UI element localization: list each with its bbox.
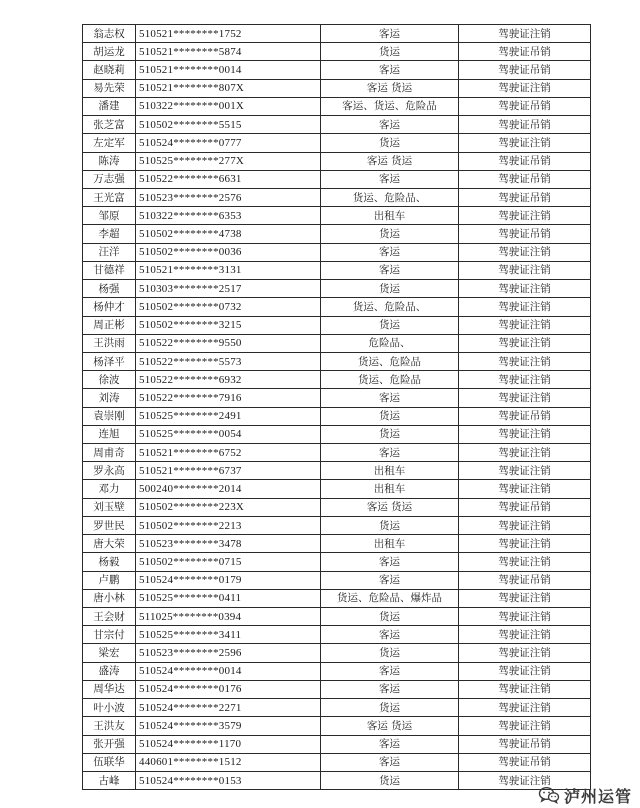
name-cell: 梁宏: [83, 644, 136, 662]
id-number-cell: 510522********6932: [136, 371, 321, 389]
name-cell: 徐波: [83, 371, 136, 389]
table-row: [83, 225, 591, 243]
vehicle-type-cell: 客运、货运、危险品: [321, 97, 459, 115]
name-cell: 左定军: [83, 134, 136, 152]
vehicle-type-cell: 货运: [321, 771, 459, 789]
license-status-cell: 驾驶证注销: [459, 608, 591, 626]
vehicle-type-cell: 客运: [321, 571, 459, 589]
name-cell: 杨强: [83, 280, 136, 298]
table-row: [83, 699, 591, 717]
name-cell: 杨毅: [83, 553, 136, 571]
id-number-cell: 510521********0014: [136, 61, 321, 79]
id-number-cell: 510524********0176: [136, 680, 321, 698]
license-status-cell: 驾驶证注销: [459, 389, 591, 407]
id-number-cell: 510525********2491: [136, 407, 321, 425]
id-number-cell: 510502********0715: [136, 553, 321, 571]
vehicle-type-cell: 出租车: [321, 462, 459, 480]
license-status-cell: 驾驶证吊销: [459, 571, 591, 589]
vehicle-type-cell: 货运: [321, 644, 459, 662]
license-status-cell: 驾驶证注销: [459, 134, 591, 152]
watermark-text: 泸州运管: [563, 786, 632, 806]
license-status-cell: 驾驶证注销: [459, 444, 591, 462]
license-status-cell: 驾驶证吊销: [459, 498, 591, 516]
vehicle-type-cell: 货运: [321, 608, 459, 626]
table-row: [83, 243, 591, 261]
id-number-cell: 510522********6631: [136, 170, 321, 188]
vehicle-type-cell: 客运 货运: [321, 79, 459, 97]
license-status-cell: 驾驶证注销: [459, 644, 591, 662]
name-cell: 王会财: [83, 608, 136, 626]
name-cell: 陈涛: [83, 152, 136, 170]
vehicle-type-cell: 客运: [321, 553, 459, 571]
name-cell: 袁崇刚: [83, 407, 136, 425]
license-status-cell: 驾驶证注销: [459, 243, 591, 261]
vehicle-type-cell: 货运、危险品、: [321, 188, 459, 206]
table-row: [83, 43, 591, 61]
name-cell: 张开强: [83, 735, 136, 753]
vehicle-type-cell: 客运: [321, 116, 459, 134]
driver-records-table-wrap: [82, 24, 590, 790]
driver-records-table: [82, 24, 591, 790]
name-cell: 邹原: [83, 207, 136, 225]
vehicle-type-cell: 客运: [321, 753, 459, 771]
license-status-cell: 驾驶证注销: [459, 371, 591, 389]
license-status-cell: 驾驶证注销: [459, 626, 591, 644]
license-status-cell: 驾驶证注销: [459, 334, 591, 352]
name-cell: 古峰: [83, 771, 136, 789]
table-row: [83, 188, 591, 206]
license-status-cell: 驾驶证注销: [459, 717, 591, 735]
id-number-cell: 510523********3478: [136, 535, 321, 553]
vehicle-type-cell: 出租车: [321, 207, 459, 225]
id-number-cell: 510522********7916: [136, 389, 321, 407]
name-cell: 罗永高: [83, 462, 136, 480]
watermark: [538, 784, 632, 806]
id-number-cell: 510502********3215: [136, 316, 321, 334]
name-cell: 易先荣: [83, 79, 136, 97]
vehicle-type-cell: 客运: [321, 243, 459, 261]
license-status-cell: 驾驶证注销: [459, 207, 591, 225]
name-cell: 盛涛: [83, 662, 136, 680]
license-status-cell: 驾驶证注销: [459, 425, 591, 443]
vehicle-type-cell: 客运 货运: [321, 498, 459, 516]
name-cell: 连旭: [83, 425, 136, 443]
table-row: [83, 134, 591, 152]
vehicle-type-cell: 货运: [321, 225, 459, 243]
id-number-cell: 510525********0054: [136, 425, 321, 443]
table-row: [83, 97, 591, 115]
license-status-cell: 驾驶证吊销: [459, 407, 591, 425]
name-cell: 唐大荣: [83, 535, 136, 553]
license-status-cell: 驾驶证吊销: [459, 61, 591, 79]
name-cell: 杨仲才: [83, 298, 136, 316]
id-number-cell: 510521********5874: [136, 43, 321, 61]
license-status-cell: 驾驶证注销: [459, 261, 591, 279]
name-cell: 刘涛: [83, 389, 136, 407]
table-row: [83, 462, 591, 480]
id-number-cell: 510502********0036: [136, 243, 321, 261]
vehicle-type-cell: 货运: [321, 516, 459, 534]
table-row: [83, 389, 591, 407]
name-cell: 万志强: [83, 170, 136, 188]
license-status-cell: 驾驶证注销: [459, 79, 591, 97]
id-number-cell: 510322********6353: [136, 207, 321, 225]
vehicle-type-cell: 客运: [321, 444, 459, 462]
name-cell: 周华达: [83, 680, 136, 698]
table-row: [83, 753, 591, 771]
table-row: [83, 626, 591, 644]
id-number-cell: 510502********223X: [136, 498, 321, 516]
vehicle-type-cell: 货运、危险品: [321, 371, 459, 389]
id-number-cell: 510522********9550: [136, 334, 321, 352]
table-row: [83, 371, 591, 389]
license-status-cell: 驾驶证注销: [459, 298, 591, 316]
license-status-cell: 驾驶证吊销: [459, 225, 591, 243]
table-row: [83, 407, 591, 425]
table-row: [83, 735, 591, 753]
vehicle-type-cell: 货运、危险品: [321, 352, 459, 370]
table-row: [83, 352, 591, 370]
id-number-cell: 510521********1752: [136, 25, 321, 43]
table-row: [83, 280, 591, 298]
name-cell: 汪洋: [83, 243, 136, 261]
id-number-cell: 510525********0411: [136, 589, 321, 607]
name-cell: 甘宗付: [83, 626, 136, 644]
id-number-cell: 500240********2014: [136, 480, 321, 498]
license-status-cell: 驾驶证注销: [459, 589, 591, 607]
table-row: [83, 261, 591, 279]
id-number-cell: 510522********5573: [136, 352, 321, 370]
table-row: [83, 553, 591, 571]
table-row: [83, 480, 591, 498]
name-cell: 伍联华: [83, 753, 136, 771]
table-row: [83, 608, 591, 626]
table-row: [83, 334, 591, 352]
wechat-icon: [538, 786, 560, 804]
id-number-cell: 510521********3131: [136, 261, 321, 279]
license-status-cell: 驾驶证注销: [459, 662, 591, 680]
id-number-cell: 510521********6737: [136, 462, 321, 480]
id-number-cell: 510502********2213: [136, 516, 321, 534]
id-number-cell: 510502********5515: [136, 116, 321, 134]
vehicle-type-cell: 客运 货运: [321, 717, 459, 735]
vehicle-type-cell: 客运: [321, 680, 459, 698]
vehicle-type-cell: 客运: [321, 261, 459, 279]
id-number-cell: 440601********1512: [136, 753, 321, 771]
id-number-cell: 510502********4738: [136, 225, 321, 243]
name-cell: 刘玉壁: [83, 498, 136, 516]
id-number-cell: 510524********3579: [136, 717, 321, 735]
vehicle-type-cell: 客运: [321, 662, 459, 680]
vehicle-type-cell: 客运: [321, 389, 459, 407]
name-cell: 唐小林: [83, 589, 136, 607]
id-number-cell: 510525********3411: [136, 626, 321, 644]
table-row: [83, 116, 591, 134]
license-status-cell: 驾驶证注销: [459, 680, 591, 698]
license-status-cell: 驾驶证注销: [459, 480, 591, 498]
license-status-cell: 驾驶证注销: [459, 316, 591, 334]
name-cell: 甘德祥: [83, 261, 136, 279]
id-number-cell: 510524********0777: [136, 134, 321, 152]
table-row: [83, 25, 591, 43]
license-status-cell: 驾驶证吊销: [459, 97, 591, 115]
table-row: [83, 61, 591, 79]
name-cell: 王光富: [83, 188, 136, 206]
vehicle-type-cell: 货运: [321, 425, 459, 443]
name-cell: 卢鹏: [83, 571, 136, 589]
id-number-cell: 510523********2596: [136, 644, 321, 662]
vehicle-type-cell: 货运: [321, 316, 459, 334]
table-row: [83, 771, 591, 789]
id-number-cell: 510502********0732: [136, 298, 321, 316]
license-status-cell: 驾驶证吊销: [459, 753, 591, 771]
vehicle-type-cell: 客运: [321, 735, 459, 753]
table-row: [83, 152, 591, 170]
id-number-cell: 510524********0179: [136, 571, 321, 589]
vehicle-type-cell: 客运: [321, 61, 459, 79]
id-number-cell: 510322********001X: [136, 97, 321, 115]
table-row: [83, 444, 591, 462]
license-status-cell: 驾驶证注销: [459, 352, 591, 370]
vehicle-type-cell: 出租车: [321, 480, 459, 498]
table-row: [83, 644, 591, 662]
id-number-cell: 510521********807X: [136, 79, 321, 97]
name-cell: 李超: [83, 225, 136, 243]
id-number-cell: 510521********6752: [136, 444, 321, 462]
table-row: [83, 680, 591, 698]
license-status-cell: 驾驶证吊销: [459, 43, 591, 61]
id-number-cell: 510303********2517: [136, 280, 321, 298]
table-row: [83, 207, 591, 225]
vehicle-type-cell: 客运: [321, 170, 459, 188]
table-row: [83, 316, 591, 334]
id-number-cell: 510524********1170: [136, 735, 321, 753]
name-cell: 胡运龙: [83, 43, 136, 61]
license-status-cell: 驾驶证注销: [459, 771, 591, 789]
license-status-cell: 驾驶证注销: [459, 280, 591, 298]
name-cell: 张芝富: [83, 116, 136, 134]
table-row: [83, 425, 591, 443]
name-cell: 王洪友: [83, 717, 136, 735]
name-cell: 王洪雨: [83, 334, 136, 352]
table-row: [83, 717, 591, 735]
name-cell: 邓力: [83, 480, 136, 498]
table-row: [83, 589, 591, 607]
vehicle-type-cell: 货运、危险品、爆炸品: [321, 589, 459, 607]
license-status-cell: 驾驶证注销: [459, 699, 591, 717]
table-row: [83, 535, 591, 553]
table-row: [83, 79, 591, 97]
table-row: [83, 498, 591, 516]
id-number-cell: 510525********277X: [136, 152, 321, 170]
vehicle-type-cell: 客运: [321, 25, 459, 43]
name-cell: 叶小波: [83, 699, 136, 717]
vehicle-type-cell: 货运: [321, 407, 459, 425]
license-status-cell: 驾驶证吊销: [459, 116, 591, 134]
license-status-cell: 驾驶证注销: [459, 516, 591, 534]
id-number-cell: 510524********2271: [136, 699, 321, 717]
license-status-cell: 驾驶证吊销: [459, 170, 591, 188]
license-status-cell: 驾驶证吊销: [459, 735, 591, 753]
license-status-cell: 驾驶证注销: [459, 462, 591, 480]
vehicle-type-cell: 货运: [321, 134, 459, 152]
id-number-cell: 510524********0014: [136, 662, 321, 680]
driver-records-body: [83, 25, 591, 790]
name-cell: 周甫奇: [83, 444, 136, 462]
vehicle-type-cell: 货运: [321, 43, 459, 61]
vehicle-type-cell: 货运: [321, 280, 459, 298]
name-cell: 翁志权: [83, 25, 136, 43]
license-status-cell: 驾驶证注销: [459, 25, 591, 43]
vehicle-type-cell: 出租车: [321, 535, 459, 553]
name-cell: 潘建: [83, 97, 136, 115]
table-row: [83, 170, 591, 188]
vehicle-type-cell: 危险品、: [321, 334, 459, 352]
name-cell: 赵晓莉: [83, 61, 136, 79]
table-row: [83, 516, 591, 534]
license-status-cell: 驾驶证吊销: [459, 188, 591, 206]
vehicle-type-cell: 货运、危险品、: [321, 298, 459, 316]
vehicle-type-cell: 客运 货运: [321, 152, 459, 170]
license-status-cell: 驾驶证注销: [459, 535, 591, 553]
id-number-cell: 510524********0153: [136, 771, 321, 789]
name-cell: 罗世民: [83, 516, 136, 534]
table-row: [83, 298, 591, 316]
license-status-cell: 驾驶证注销: [459, 553, 591, 571]
table-row: [83, 571, 591, 589]
name-cell: 周正彬: [83, 316, 136, 334]
id-number-cell: 511025********0394: [136, 608, 321, 626]
id-number-cell: 510523********2576: [136, 188, 321, 206]
table-row: [83, 662, 591, 680]
name-cell: 杨泽平: [83, 352, 136, 370]
license-status-cell: 驾驶证吊销: [459, 152, 591, 170]
vehicle-type-cell: 客运: [321, 626, 459, 644]
vehicle-type-cell: 货运: [321, 699, 459, 717]
